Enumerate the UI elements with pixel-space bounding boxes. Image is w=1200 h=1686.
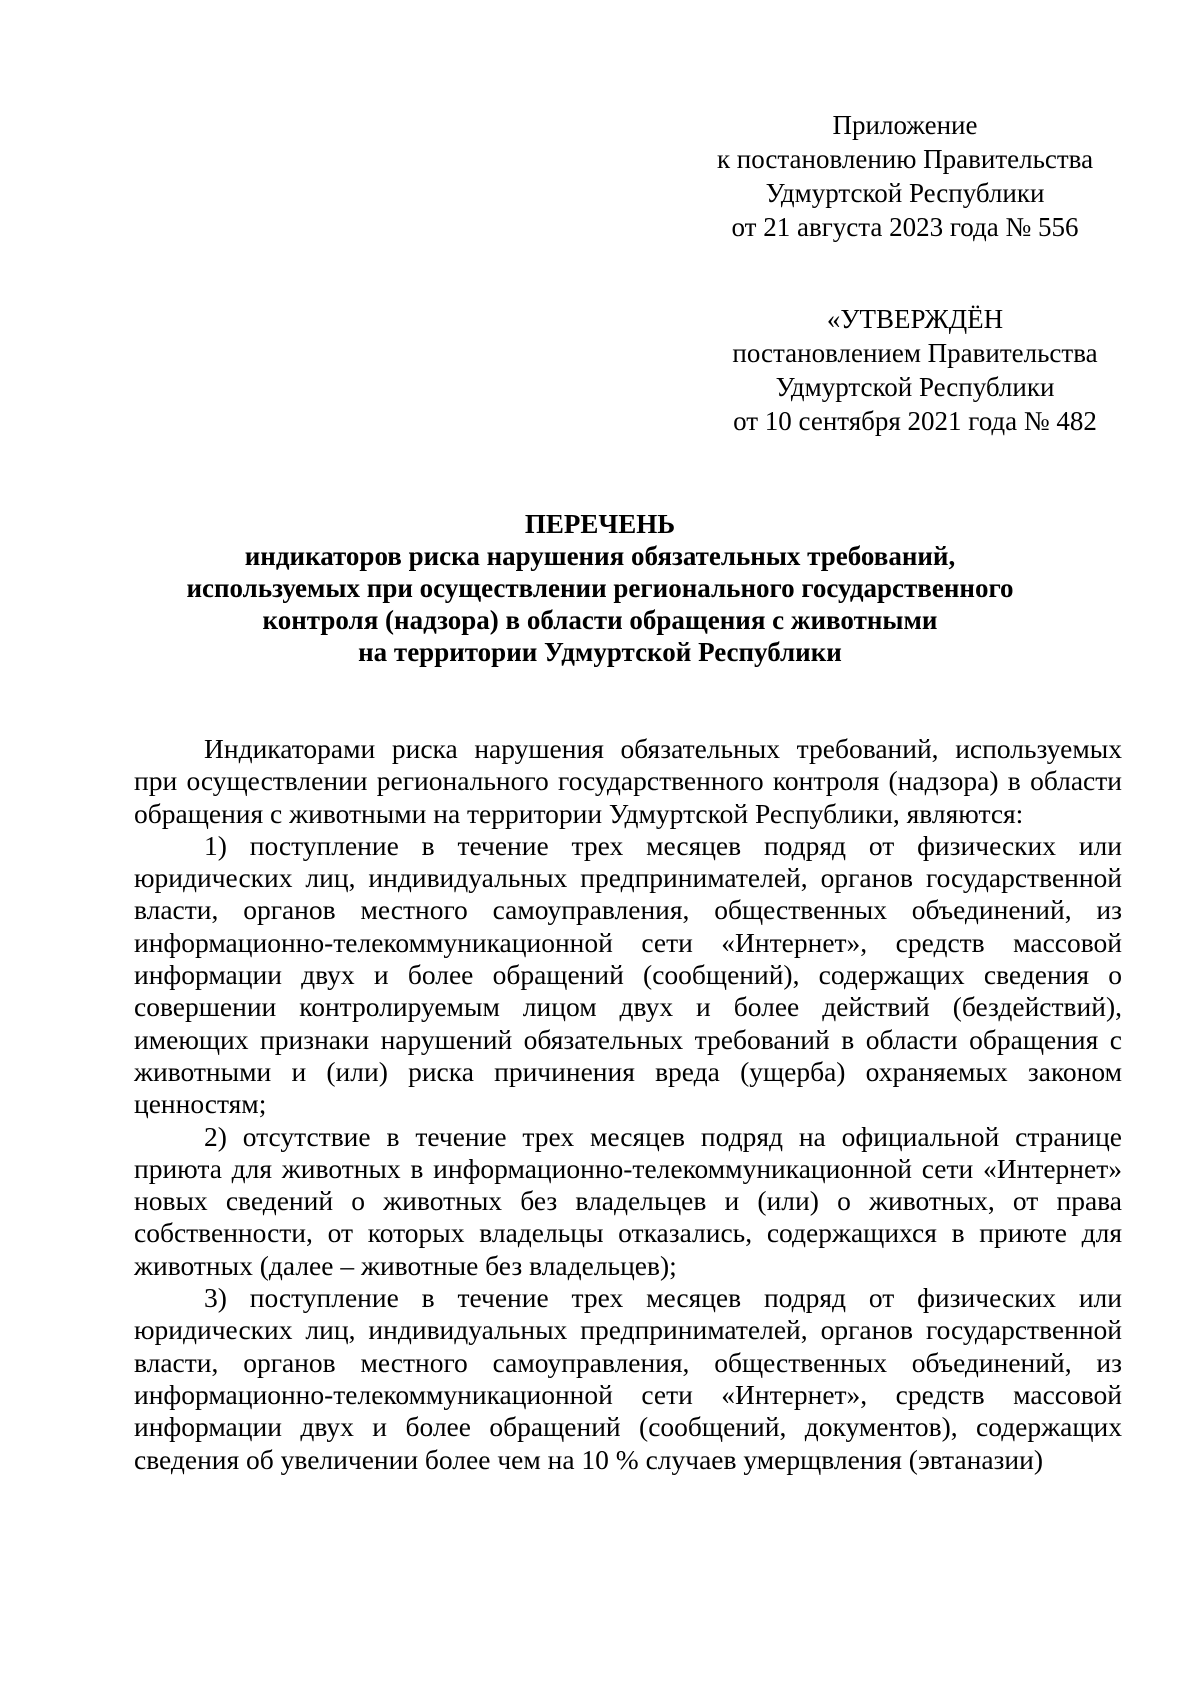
appendix-stamp-line-4: от 21 августа 2023 года № 556	[731, 212, 1079, 242]
approval-stamp-line-3: Удмуртской Республики	[775, 372, 1055, 402]
title-line-3: контроля (надзора) в области обращения с животными	[262, 605, 938, 635]
list-item-2: 2) отсутствие в течение трех месяцев подряд на официальной странице приюта для животных в информационно-телекоммуникационной сети «Интернет» новых сведений о животных без владельцев и (или) о животных, от права собственности, от которых владельцы отказались, содержащихся в приюте для животных (далее – животные без владельцев);	[134, 1120, 1122, 1281]
title-line-2: используемых при осуществлении регионального государственного	[186, 573, 1014, 603]
list-item-1: 1) поступление в течение трех месяцев подряд от физических или юридических лиц, индивидуальных предпринимателей, органов государственной власти, органов местного самоуправления, общественных объединений, из информационно-телекоммуникационной сети «Интернет», средств массовой информации двух и более обращений (сообщений), содержащих сведения о совершении контролируемым лицом двух и более действий (бездействий), имеющих признаки нарушений обязательных требований в области обращения с животными и (или) риска причинения вреда (ущерба) охраняемых законом ценностям;	[134, 829, 1122, 1120]
title-line-4: на территории Удмуртской Республики	[358, 637, 842, 667]
appendix-stamp-line-1: Приложение	[832, 110, 978, 140]
document-title	[120, 508, 1080, 668]
document-body	[134, 733, 1122, 1476]
approval-stamp-line-2: постановлением Правительства	[732, 338, 1098, 368]
title-heading: ПЕРЕЧЕНЬ	[524, 509, 676, 539]
intro-paragraph: Индикаторами риска нарушения обязательных требований, используемых при осуществлении регионального государственного контроля (надзора) в области обращения с животными на территории Удмуртской Республики, являются:	[134, 733, 1122, 829]
appendix-stamp-line-3: Удмуртской Республики	[765, 178, 1045, 208]
appendix-stamp	[680, 108, 1130, 244]
appendix-stamp-line-2: к постановлению Правительства	[716, 144, 1094, 174]
title-line-1: индикаторов риска нарушения обязательных требований,	[244, 541, 956, 571]
approval-stamp-line-1: «УТВЕРЖДЁН	[826, 304, 1004, 334]
approval-stamp-line-4: от 10 сентября 2021 года № 482	[733, 406, 1097, 436]
approval-stamp	[690, 302, 1140, 438]
list-item-3: 3) поступление в течение трех месяцев подряд от физических или юридических лиц, индивидуальных предпринимателей, органов государственной власти, органов местного самоуправления, общественных объединений, из информационно-телекоммуникационной сети «Интернет», средств массовой информации двух и более обращений (сообщений, документов), содержащих сведения об увеличении более чем на 10 % случаев умерщвления (эвтаназии)	[134, 1282, 1122, 1475]
